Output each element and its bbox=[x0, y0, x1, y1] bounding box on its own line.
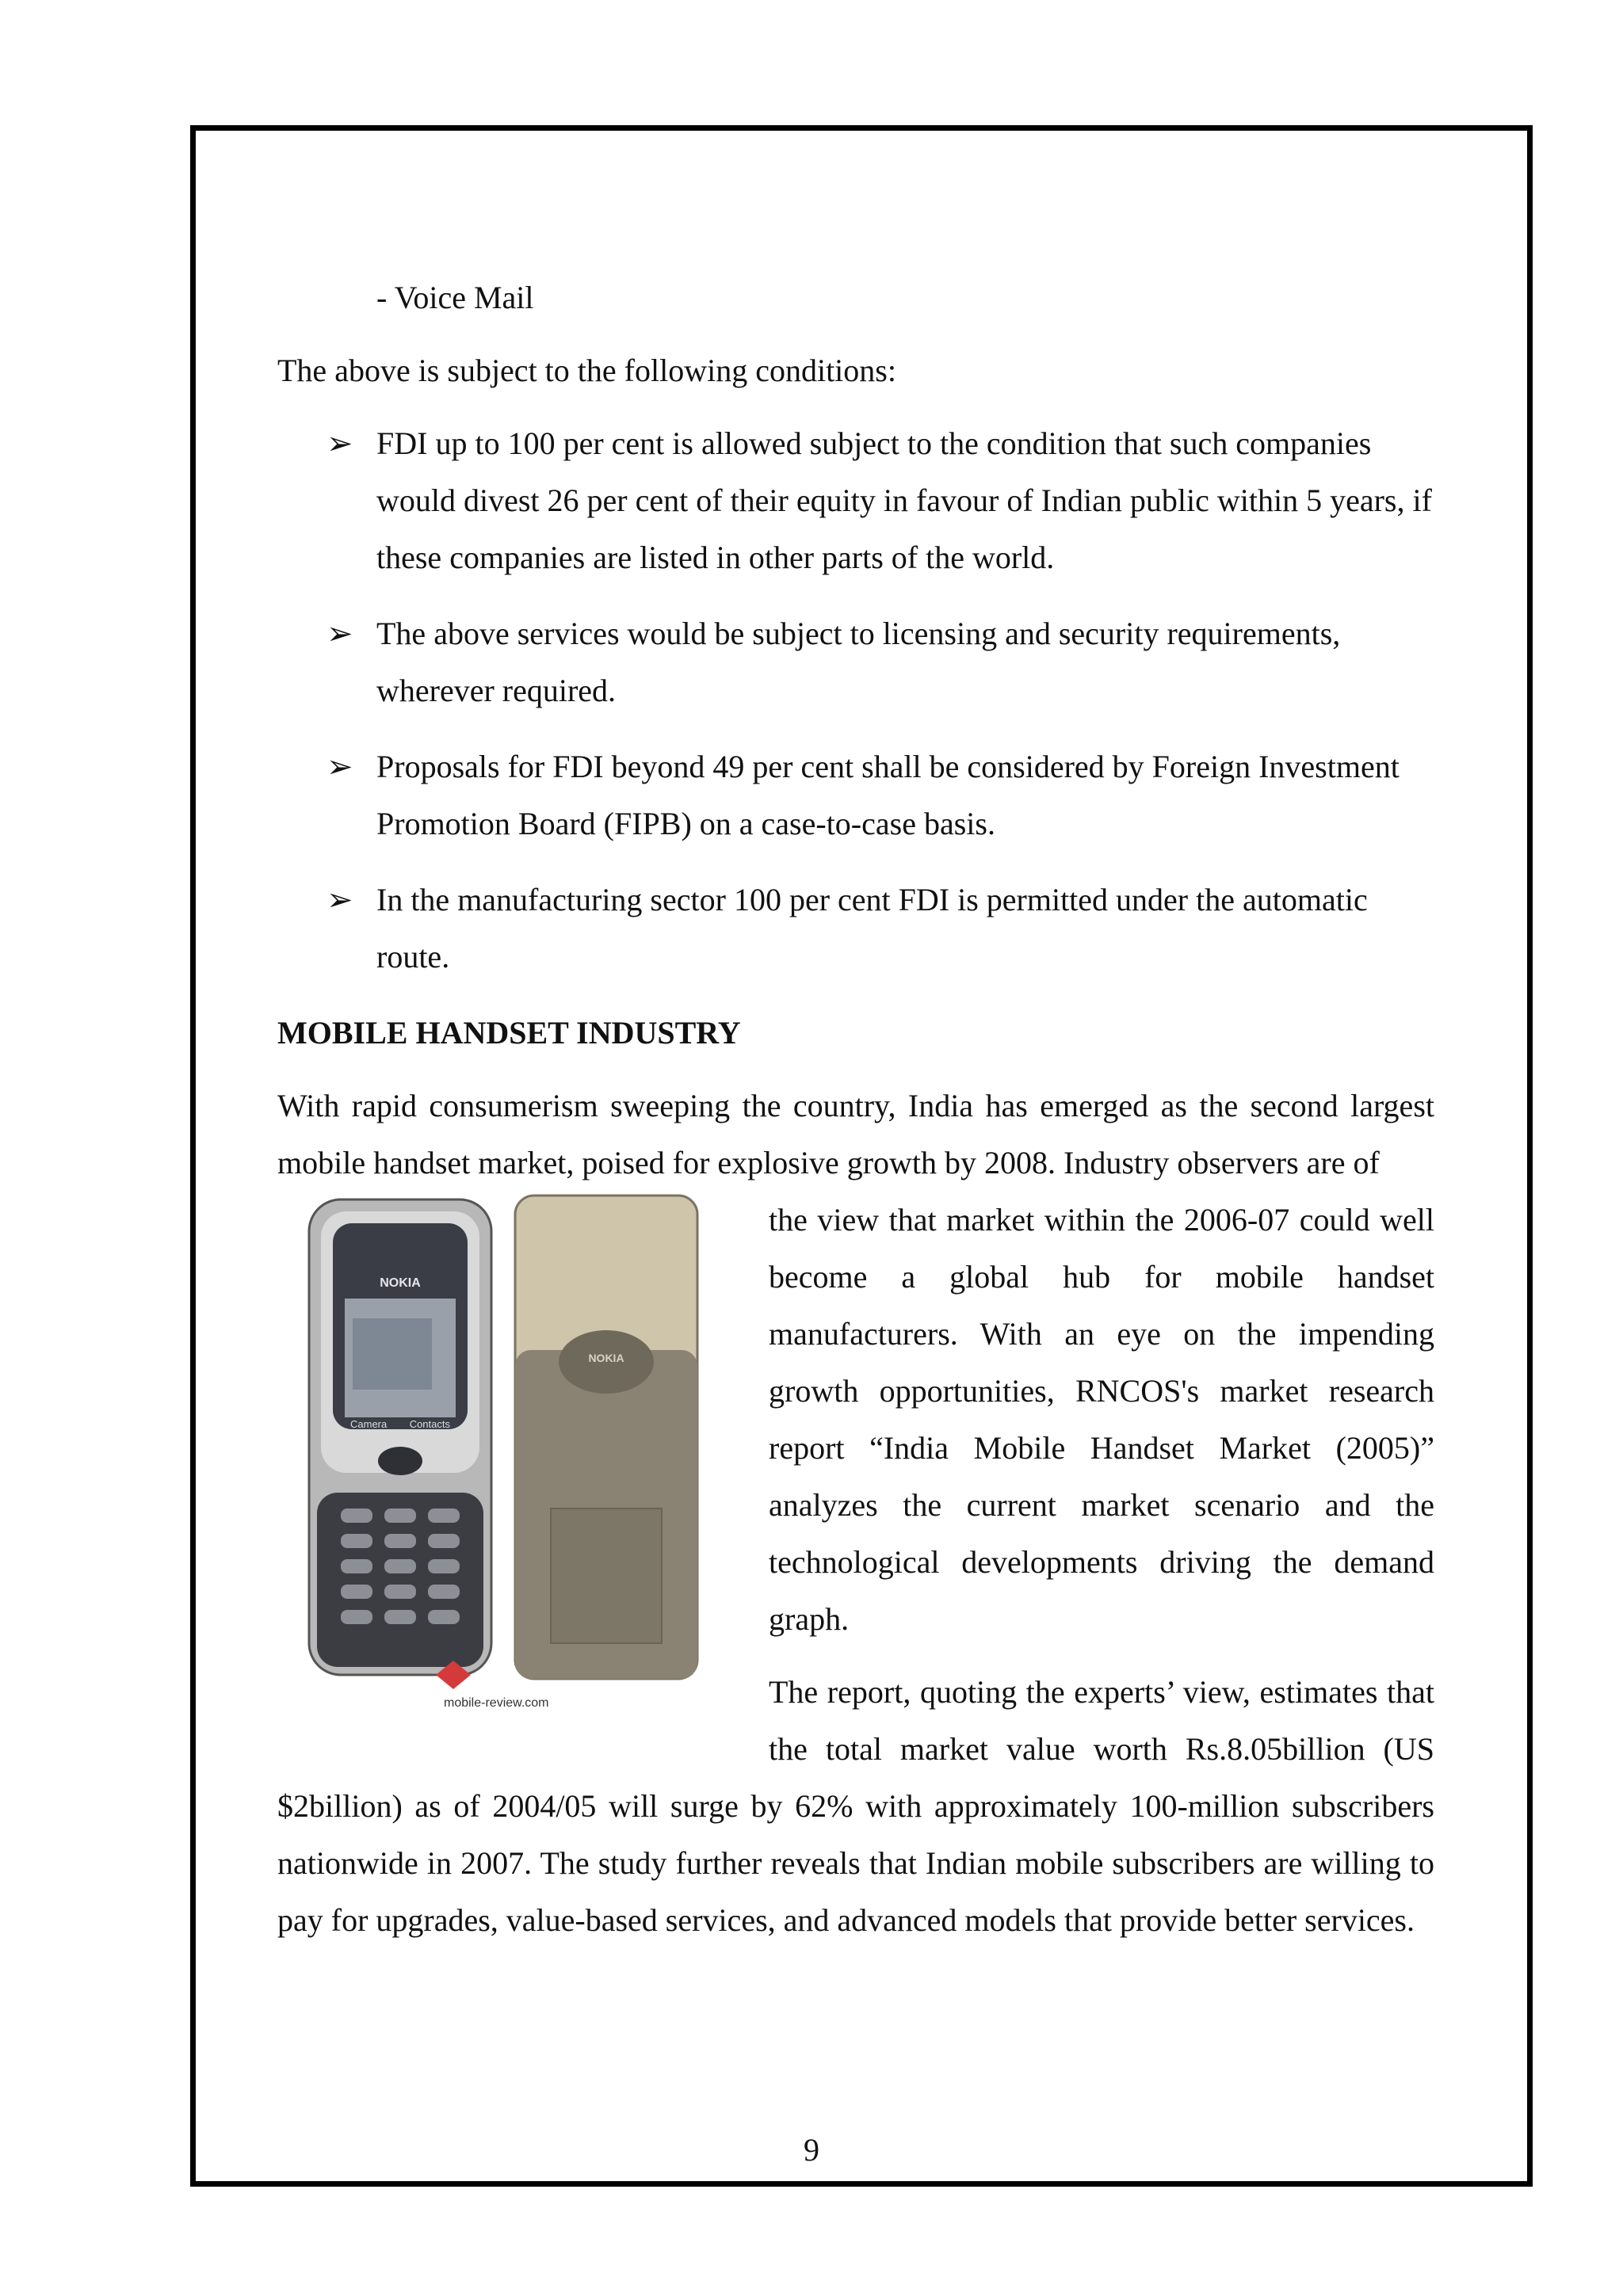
list-item: ➢ Proposals for FDI beyond 49 per cent shall be considered by Foreign Investment Promotion Board (FIPB) on a case-to-case basis. bbox=[277, 738, 1434, 852]
paragraph-view: the view that market within the 2006-07 could well become a global hub for mobile handset manufacturers. With an eye on the impending growth opportunities, RNCOS's market research report “India Mobile Handset Market (2005)” analyzes the current market scenario and the technological developments driving the demand graph. bbox=[769, 1202, 1434, 1637]
arrowhead-bullet-icon: ➢ bbox=[327, 425, 353, 461]
brand-front: NOKIA bbox=[380, 1276, 421, 1290]
softkey-contacts: Contacts bbox=[409, 1418, 450, 1430]
list-item: ➢ The above services would be subject to licensing and security requirements, wherever required. bbox=[277, 605, 1434, 719]
paragraph-intro: With rapid consumerism sweeping the country, India has emerged as the second largest mobile handset market, poised for explosive growth by 2008. Industry observers are of bbox=[277, 1088, 1434, 1180]
arrowhead-bullet-icon: ➢ bbox=[327, 616, 353, 651]
softkey-camera: Camera bbox=[350, 1418, 388, 1430]
conditions-list bbox=[277, 415, 1434, 986]
list-item: ➢ In the manufacturing sector 100 per cent FDI is permitted under the automatic route. bbox=[277, 871, 1434, 986]
arrowhead-bullet-icon: ➢ bbox=[327, 882, 353, 917]
voice-mail-item: - Voice Mail bbox=[376, 280, 534, 315]
handset-image bbox=[277, 1192, 737, 1730]
paragraph-report: The report, quoting the experts’ view, estimates that the total market value worth Rs.8.05billion (US $2billion) as of 2004/05 will surge by 62% with approximately 100-million subscribers nationwide in 2007. The study further reveals that Indian mobile subscribers are willing to pay for upgrades, value-based services, and advanced models that provide better services. bbox=[277, 1674, 1434, 1938]
watermark-text: mobile-review.com bbox=[444, 1696, 549, 1710]
brand-back: NOKIA bbox=[588, 1352, 624, 1364]
section-heading: MOBILE HANDSET INDUSTRY bbox=[277, 1015, 741, 1051]
phone-front bbox=[309, 1199, 491, 1675]
list-item: ➢ FDI up to 100 per cent is allowed subject to the condition that such companies would divest 26 per cent of their equity in favour of Indian public within 5 years, if these companies are listed in other parts of the world. bbox=[277, 415, 1434, 586]
page-number: 9 bbox=[804, 2132, 819, 2168]
conditions-intro: The above is subject to the following conditions: bbox=[277, 353, 896, 388]
phone-back bbox=[515, 1196, 697, 1679]
document-body bbox=[277, 269, 1434, 1949]
arrowhead-bullet-icon: ➢ bbox=[327, 749, 353, 784]
